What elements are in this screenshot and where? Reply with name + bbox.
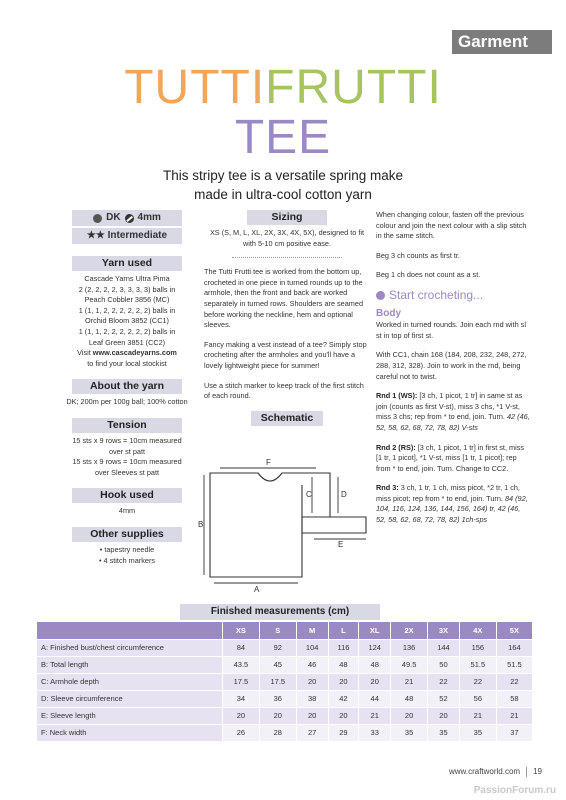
start-heading: Start crocheting... [376, 290, 530, 301]
row-label: F: Neck width [37, 724, 223, 741]
round-2: Rnd 2 (RS): [3 ch, 1 picot, 1 tr] in first st, miss [1 tr, 1 picot], *1 V-st, miss [1 tr, 1 picot]; rep from * to end, join. Turn. Change to CC2. [376, 442, 525, 473]
round-1: Rnd 1 (WS): [3 ch, 1 picot, 1 tr] in same st as join (counts as first V-st), miss 3 chs, *1 V-st, miss 3 chs; rep from * to end, join. Turn. 42 (46, 52, 58, 62, 68, 72, 78, 82) V-sts [376, 391, 530, 432]
table-cell: 35 [428, 724, 460, 741]
footer-divider [526, 767, 527, 777]
skill-level: ★★ Intermediate [72, 228, 182, 244]
watermark: PassionForum.ru [473, 785, 556, 796]
table-cell: 50 [428, 656, 460, 673]
table-cell: 22 [496, 673, 532, 690]
table-cell: 20 [223, 707, 260, 724]
vest-tip: Fancy making a vest instead of a tee? Simply stop crocheting after the armholes and you'll have a lovely lightweight piece for summer! [204, 339, 367, 370]
table-cell: 51.5 [459, 656, 496, 673]
label-e: E [338, 540, 344, 549]
table-cell: 17.5 [259, 673, 296, 690]
supplies-heading: Other supplies [72, 527, 182, 542]
table-cell: 20 [296, 673, 328, 690]
table-cell: 21 [459, 707, 496, 724]
footer-site: www.craftworld.com [448, 767, 521, 776]
intro-paragraph: The Tutti Frutti tee is worked from the bottom up, crocheted in one piece in turned rounds up to the armhole, then the front and back are worked separately in turned rows. Shoulders are seamed before working the neckline, hem and optional sleeves. [204, 267, 363, 330]
table-cell: 48 [359, 656, 391, 673]
schematic-diagram [198, 458, 376, 603]
label-a: A [254, 585, 260, 594]
table-row [37, 724, 533, 741]
row-label: D: Sleeve circumference [37, 690, 223, 707]
subtitle: This stripy tee is a versatile spring make made in ultra-cool cotton yarn [162, 168, 404, 202]
supplies-section: Other supplies • tapestry needle • 4 stitch markers [56, 527, 198, 566]
label-c: C [306, 490, 312, 499]
table-cell: 48 [328, 656, 359, 673]
table-cell: 56 [459, 690, 496, 707]
table-cell: 42 [328, 690, 359, 707]
table-cell: 35 [391, 724, 428, 741]
hook-section: Hook used 4mm [56, 488, 198, 517]
table-row [37, 673, 533, 690]
label-b: B [198, 520, 204, 529]
row-label: B: Total length [37, 656, 223, 673]
measurements-table [36, 622, 532, 741]
table-cell: 84 [223, 639, 260, 656]
row-label: C: Armhole depth [37, 673, 223, 690]
label-d: D [341, 490, 347, 499]
yarn-used-section: Yarn used Cascade Yarns Ultra Pima 2 (2, 2, 2, 2, 3, 3, 3, 3) balls in Peach Cobbler 3856 (MC) 1 (1, 1, 2, 2, 2, 2, 2, 2) balls in Orchid Bloom 3852 (CC1) 1 (1, 1, 2, 2, 2, 2, 2, 2) balls in Leaf Green 3851 (CC2) Visit www.cascadeyarns.com to find your local stockist [56, 256, 198, 369]
table-cell: 37 [496, 724, 532, 741]
table-header-row: XS S M L XL 2X 3X 4X 5X [37, 622, 533, 639]
label-f: F [266, 458, 271, 467]
yarn-ball-icon [93, 214, 102, 223]
table-cell: 46 [296, 656, 328, 673]
row-label: E: Sleeve length [37, 707, 223, 724]
sizing-text: XS (S, M, L, XL, 2X, 3X, 4X, 5X), designed to fit with 5-10 cm positive ease. [209, 228, 365, 248]
table-cell: 20 [328, 673, 359, 690]
table-cell: 21 [391, 673, 428, 690]
table-cell: 116 [328, 639, 359, 656]
table-cell: 49.5 [391, 656, 428, 673]
table-cell: 51.5 [496, 656, 532, 673]
table-cell: 20 [391, 707, 428, 724]
divider [232, 257, 342, 258]
table-row [37, 656, 533, 673]
table-cell: 26 [223, 724, 260, 741]
table-cell: 20 [428, 707, 460, 724]
table-cell: 21 [359, 707, 391, 724]
table-row [37, 690, 533, 707]
table-cell: 20 [296, 707, 328, 724]
table-cell: 43.5 [223, 656, 260, 673]
table-cell: 34 [223, 690, 260, 707]
yarn-link[interactable]: www.cascadeyarns.com [92, 348, 177, 358]
table-cell: 124 [359, 639, 391, 656]
hook-icon [125, 214, 134, 223]
table-row [37, 707, 533, 724]
page-title [0, 62, 566, 114]
table-cell: 48 [391, 690, 428, 707]
bullet-icon [376, 291, 385, 300]
title-word-2: FRUTTI [265, 61, 442, 114]
table-cell: 58 [496, 690, 532, 707]
table-cell: 20 [259, 707, 296, 724]
yarn-weight-bar: DK 4mm [72, 210, 182, 226]
round-3: Rnd 3: 3 ch, 1 tr, 1 ch, miss picot, *2 tr, 1 ch, miss picot; rep from * to end, join. Turn. 84 (92, 104, 116, 124, 136, 144, 156, 164) tr, 42 (46, 52, 58, 62, 68, 72, 78, 82) 1ch-sps [376, 483, 528, 525]
table-cell: 156 [459, 639, 496, 656]
sizing-heading: Sizing [247, 210, 327, 225]
about-yarn-section: About the yarn DK; 200m per 100g ball; 100% cotton [66, 380, 188, 407]
footer [449, 767, 542, 777]
table-cell: 38 [296, 690, 328, 707]
table-cell: 29 [328, 724, 359, 741]
table-cell: 22 [459, 673, 496, 690]
tension-heading: Tension [72, 418, 182, 433]
marker-tip: Use a stitch marker to keep track of the first stitch of each round. [204, 380, 364, 401]
table-cell: 52 [428, 690, 460, 707]
table-cell: 44 [359, 690, 391, 707]
info-column [56, 210, 198, 576]
table-cell: 22 [428, 673, 460, 690]
table-cell: 92 [259, 639, 296, 656]
sleeve-outline [302, 517, 366, 533]
page-number: 19 [533, 767, 542, 776]
table-title: Finished measurements (cm) [180, 604, 380, 620]
row-label: A: Finished bust/chest circumference [37, 639, 223, 656]
table-cell: 45 [259, 656, 296, 673]
table-cell: 136 [391, 639, 428, 656]
tension-section: Tension 15 sts x 9 rows = 10cm measured over st patt 15 sts x 9 rows = 10cm measured over Sleeves st patt [72, 418, 182, 477]
table-cell: 27 [296, 724, 328, 741]
table-cell: 21 [496, 707, 532, 724]
table-cell: 33 [359, 724, 391, 741]
about-yarn-heading: About the yarn [72, 379, 182, 394]
table-cell: 144 [428, 639, 460, 656]
table-cell: 20 [328, 707, 359, 724]
instructions-column: When changing colour, fasten off the previous colour and join the next colour with a slip stitch in the same stitch. Beg 3 ch counts as first tr. Beg 1 ch does not count as a st. Start crocheting... Body Worked in turned rounds. Join each rnd with sl st in top of first st. With CC1, chain 168 (184, 208, 232, 248, 272, 288, 312, 328). Join to work in the rnd, being careful not to twist. Rnd 1 (WS): [3 ch, 1 picot, 1 tr] in same st as join (counts as first V-st), miss 3 chs, *1 V-st, miss 3 chs; rep from * to end, join. Turn. 42 (46, 52, 58, 62, 68, 72, 78, 82) V-sts Rnd 2 (RS): [3 ch, 1 picot, 1 tr] in first st, miss [1 tr, 1 picot], *1 V-st, miss [1 tr, 1 picot]; rep from * to end, join. Turn. Change to CC2. Rnd 3: 3 ch, 1 tr, 1 ch, miss picot, *2 tr, 1 ch, miss picot; rep from * to end, join. Turn. 84 (92, 104, 116, 124, 136, 144, 156, 164) tr, 42 (46, 52, 58, 62, 68, 72, 78, 82) 1ch-sps [376, 210, 530, 525]
title-word-3: TEE [234, 111, 332, 164]
yarn-used-heading: Yarn used [72, 256, 182, 271]
table-cell: 36 [259, 690, 296, 707]
body-heading: Body [376, 307, 401, 319]
table-cell: 164 [496, 639, 532, 656]
title-word-1: TUTTI [124, 61, 266, 114]
section-tag: Garment [452, 30, 552, 54]
table-row [37, 639, 533, 656]
table-cell: 104 [296, 639, 328, 656]
hook-heading: Hook used [72, 488, 182, 503]
table-cell: 20 [359, 673, 391, 690]
table-cell: 35 [459, 724, 496, 741]
schematic-heading: Schematic [251, 411, 323, 426]
table-cell: 28 [259, 724, 296, 741]
table-cell: 17.5 [223, 673, 260, 690]
intro-column [204, 210, 370, 429]
